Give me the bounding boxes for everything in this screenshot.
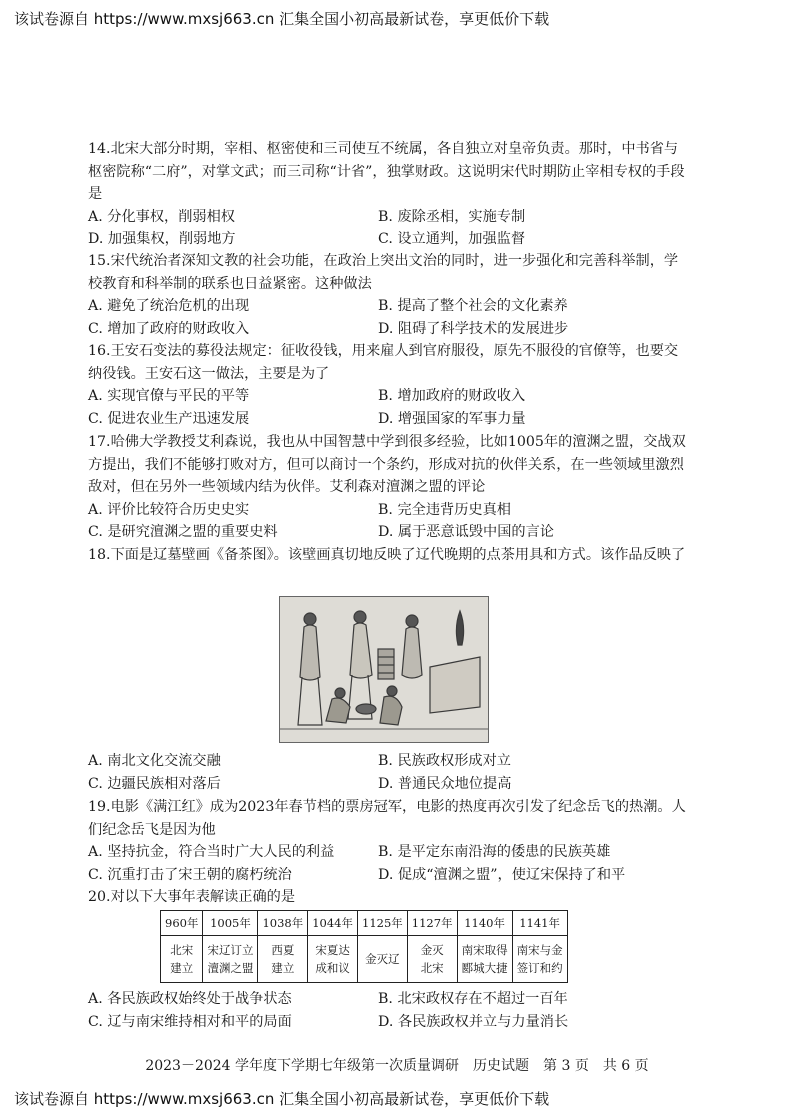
answer-options xyxy=(88,206,688,251)
option[interactable]: A. 避免了统治危机的出现 xyxy=(88,298,250,314)
question-stem: 14.北宋大部分时期，宰相、枢密使和三司使互不统属，各自独立对皇帝负责。那时，中书省与枢密院称“二府”，对掌文武；而三司称“计省”，独掌财政。这说明宋代时期防止宰相专权的手段是 xyxy=(88,141,685,202)
timeline-year-row xyxy=(161,911,568,936)
option[interactable]: C. 设立通判，加强监督 xyxy=(378,231,526,247)
page-footer: 2023－2024 学年度下学期七年级第一次质量调研 历史试题 第 3 页 共 6 页 xyxy=(145,1058,649,1074)
question-15 xyxy=(88,250,688,340)
event-line: 西夏 xyxy=(271,943,295,957)
option[interactable]: B. 民族政权形成对立 xyxy=(378,753,511,769)
answer-options xyxy=(88,841,688,886)
event-line: 金灭辽 xyxy=(365,952,400,966)
event-cell xyxy=(203,936,258,983)
option[interactable]: B. 提高了整个社会的文化素养 xyxy=(378,298,568,314)
option[interactable]: B. 废除丞相，实施专制 xyxy=(378,208,526,225)
answer-options xyxy=(88,750,688,795)
event-line: 北宋 xyxy=(420,961,444,975)
question-stem: 19.电影《满江红》成为2023年春节档的票房冠军，电影的热度再次引发了纪念岳飞的热潮。人们纪念岳飞是因为他 xyxy=(88,799,686,838)
question-stem: 20.对以下大事年表解读正确的是 xyxy=(88,889,296,905)
answer-options xyxy=(88,499,688,544)
option[interactable]: D. 促成“澶渊之盟”，使辽宋保持了和平 xyxy=(378,866,626,883)
year-cell: 1127年 xyxy=(407,911,457,936)
question-18-options xyxy=(88,750,688,795)
timeline-table xyxy=(160,910,568,983)
option[interactable]: D. 普通民众地位提高 xyxy=(378,775,512,792)
answer-options xyxy=(88,385,688,430)
option[interactable]: A. 分化事权，削弱相权 xyxy=(88,208,235,225)
event-cell xyxy=(258,936,308,983)
option[interactable]: B. 北宋政权存在不超过一百年 xyxy=(378,991,568,1007)
event-line: 澶渊之盟 xyxy=(207,961,254,975)
year-cell: 1140年 xyxy=(457,911,512,936)
question-20-options xyxy=(88,988,688,1033)
event-line: 建立 xyxy=(170,961,194,975)
answer-options xyxy=(88,988,688,1033)
option[interactable]: C. 增加了政府的财政收入 xyxy=(88,320,250,337)
option[interactable]: A. 各民族政权始终处于战争状态 xyxy=(88,991,292,1007)
year-cell: 1141年 xyxy=(512,911,567,936)
question-18 xyxy=(88,544,688,567)
question-stem: 15.宋代统治者深知文教的社会功能，在政治上突出文治的同时，进一步强化和完善科举制，学校教育和科举制的联系也日益紧密。这种做法 xyxy=(88,253,679,292)
year-cell: 1044年 xyxy=(308,911,358,936)
option[interactable]: D. 增强国家的军事力量 xyxy=(378,410,526,427)
question-19 xyxy=(88,796,688,886)
event-line: 金灭 xyxy=(420,943,444,957)
question-20 xyxy=(88,886,688,909)
option[interactable]: A. 评价比较符合历史史实 xyxy=(88,501,250,518)
option[interactable]: D. 阻碍了科学技术的发展进步 xyxy=(378,320,569,337)
timeline-table-wrapper xyxy=(160,910,568,983)
event-line: 建立 xyxy=(271,961,295,975)
question-stem: 17.哈佛大学教授艾利森说，我也从中国智慧中学到很多经验，比如1005年的澶渊之盟，交战双方提出，我们不能够打败对方，但可以商讨一个条约，形成对抗的伙伴关系，在一些领域里激烈敌对，但在另外一些领域内结为伙伴。艾利森对澶渊之盟的评论 xyxy=(88,434,686,495)
question-16 xyxy=(88,340,688,430)
event-line: 郾城大捷 xyxy=(461,961,508,975)
event-cell xyxy=(358,936,408,983)
event-line: 南宋与金 xyxy=(516,943,563,957)
mural-image-tea-preparation xyxy=(279,596,489,743)
event-cell xyxy=(457,936,512,983)
option[interactable]: A. 坚持抗金，符合当时广大人民的利益 xyxy=(88,844,335,860)
option[interactable]: D. 各民族政权并立与力量消长 xyxy=(378,1013,569,1030)
option[interactable]: A. 实现官僚与平民的平等 xyxy=(88,388,250,404)
option[interactable]: B. 完全违背历史真相 xyxy=(378,501,511,518)
source-banner-bottom: 该试卷源自 https://www.mxsj663.cn 汇集全国小初高最新试卷，享更低价下载 xyxy=(14,1090,550,1108)
event-cell xyxy=(512,936,567,983)
event-line: 签订和约 xyxy=(516,961,563,975)
option[interactable]: C. 是研究澶渊之盟的重要史料 xyxy=(88,524,278,540)
event-line: 宋辽订立 xyxy=(207,943,254,957)
question-stem: 16.王安石变法的募役法规定：征收役钱，用来雇人到官府服役，原先不服役的官僚等，也要交纳役钱。王安石这一做法，主要是为了 xyxy=(88,343,679,382)
option[interactable]: C. 边疆民族相对落后 xyxy=(88,775,221,792)
question-14 xyxy=(88,138,688,251)
year-cell: 1038年 xyxy=(258,911,308,936)
option[interactable]: C. 辽与南宋维持相对和平的局面 xyxy=(88,1013,292,1030)
option[interactable]: A. 南北文化交流交融 xyxy=(88,753,221,769)
option[interactable]: B. 增加政府的财政收入 xyxy=(378,388,526,404)
event-line: 成和议 xyxy=(315,961,350,975)
event-cell xyxy=(161,936,203,983)
option[interactable]: D. 加强集权，削弱地方 xyxy=(88,231,236,247)
event-line: 北宋 xyxy=(170,943,194,957)
event-line: 南宋取得 xyxy=(461,943,508,957)
year-cell: 1005年 xyxy=(203,911,258,936)
year-cell: 1125年 xyxy=(358,911,408,936)
event-cell xyxy=(407,936,457,983)
answer-options xyxy=(88,295,688,340)
source-banner-top: 该试卷源自 https://www.mxsj663.cn 汇集全国小初高最新试卷，享更低价下载 xyxy=(14,10,550,28)
mural-illustration xyxy=(280,597,488,742)
timeline-event-row xyxy=(161,936,568,983)
event-cell xyxy=(308,936,358,983)
question-stem: 18.下面是辽墓壁画《备茶图》。该壁画真切地反映了辽代晚期的点茶用具和方式。该作品反映了 xyxy=(88,547,686,563)
year-cell: 960年 xyxy=(161,911,203,936)
option[interactable]: B. 是平定东南沿海的倭患的民族英雄 xyxy=(378,844,611,860)
option[interactable]: C. 促进农业生产迅速发展 xyxy=(88,410,250,427)
question-17 xyxy=(88,431,688,544)
event-line: 宋夏达 xyxy=(315,943,350,957)
option[interactable]: D. 属于恶意诋毁中国的言论 xyxy=(378,524,554,540)
option[interactable]: C. 沉重打击了宋王朝的腐朽统治 xyxy=(88,866,292,883)
